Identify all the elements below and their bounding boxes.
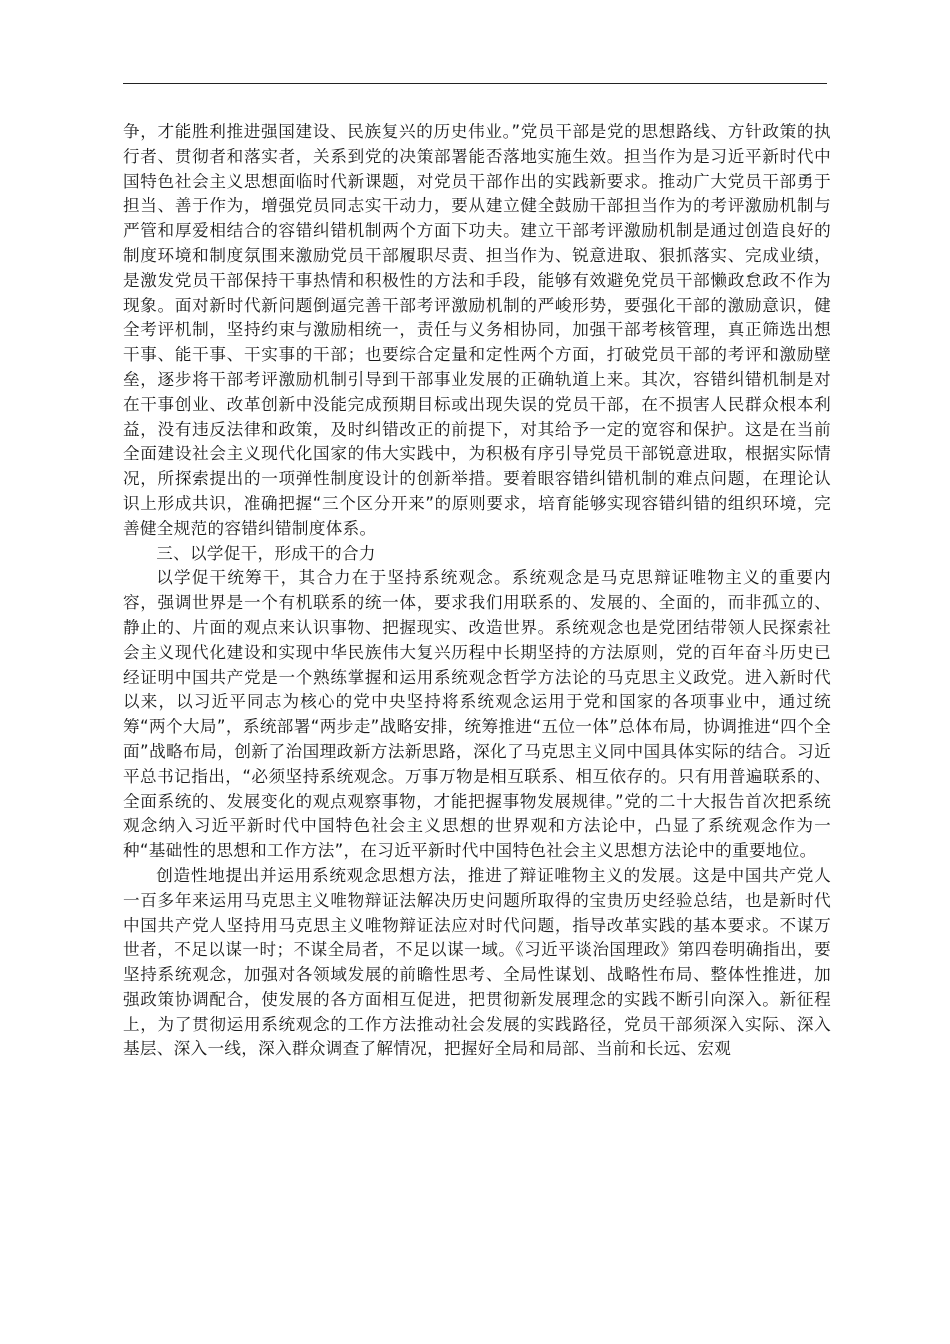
body-paragraph-1: 争，才能胜利推进强国建设、民族复兴的历史伟业。”党员干部是党的思想路线、方针政策的执行者、贯彻者和落实者，关系到党的决策部署能否落地实施生效。担当作为是习近平新时代中国特色社会主义思想面临时代新课题，对党员干部作出的实践新要求。推动广大党员干部勇于担当、善于作为，增强党员同志实干动力，要从建立健全鼓励干部担当作为的考评激励机制与严管和厚爱相结合的容错纠错机制两个方面下功夫。建立干部考评激励机制是通过创造良好的制度环境和制度氛围来激励党员干部履职尽责、担当作为、锐意进取、狠抓落实、完成业绩，是激发党员干部保持干事热情和积极性的方法和手段，能够有效避免党员干部懒政怠政不作为现象。面对新时代新问题倒逼完善干部考评激励机制的严峻形势，要强化干部的激励意识，健全考评机制，坚持约束与激励相统一，责任与义务相协同，加强干部考核管理，真正筛选出想干事、能干事、干实事的干部；也要综合定量和定性两个方面，打破党员干部的考评和激励壁垒，逐步将干部考评激励机制引导到干部事业发展的正确轨道上来。其次，容错纠错机制是对在干事创业、改革创新中没能完成预期目标或出现失误的党员干部，在不损害人民群众根本利益，没有违反法律和政策，及时纠错改正的前提下，对其给予一定的宽容和保护。这是在当前全面建设社会主义现代化国家的伟大实践中，为积极有序引导党员干部锐意进取，根据实际情况，所探索提出的一项弹性制度设计的创新举措。要着眼容错纠错机制的难点问题，在理论认识上形成共识，准确把握“三个区分开来”的原则要求，培育能够实现容错纠错的组织环境，完善健全规范的容错纠错制度体系。 xyxy=(123,122,831,538)
header-rule xyxy=(123,83,827,84)
document-body xyxy=(123,120,831,1062)
section-heading: 三、以学促干，形成干的合力 xyxy=(156,543,376,563)
body-paragraph-3: 创造性地提出并运用系统观念思想方法，推进了辩证唯物主义的发展。这是中国共产党人一百多年来运用马克思主义唯物辩证法解决历史问题所取得的宝贵历史经验总结，也是新时代中国共产党人坚持用马克思主义唯物辩证法应对时代问题，指导改革实践的基本要求。不谋万世者，不足以谋一时；不谋全局者，不足以谋一域。《习近平谈治国理政》第四卷明确指出，要坚持系统观念，加强对各领域发展的前瞻性思考、全局性谋划、战略性布局、整体性推进，加强政策协调配合，使发展的各方面相互促进，把贯彻新发展理念的实践不断引向深入。新征程上，为了贯彻运用系统观念的工作方法推动社会发展的实践路径，党员干部须深入实际、深入基层、深入一线，深入群众调查了解情况，把握好全局和局部、当前和长远、宏观 xyxy=(123,865,831,1059)
body-paragraph-2: 以学促干统筹干，其合力在于坚持系统观念。系统观念是马克思辩证唯物主义的重要内容，强调世界是一个有机联系的统一体，要求我们用联系的、发展的、全面的，而非孤立的、静止的、片面的观点来认识事物、把握现实、改造世界。系统观念也是党团结带领人民探索社会主义现代化建设和实现中华民族伟大复兴历程中长期坚持的方法原则，党的百年奋斗历史已经证明中国共产党是一个熟练掌握和运用系统观念哲学方法论的马克思主义政党。进入新时代以来，以习近平同志为核心的党中央坚持将系统观念运用于党和国家的各项事业中，通过统筹“两个大局”，系统部署“两步走”战略安排，统筹推进“五位一体”总体布局，协调推进“四个全面”战略布局，创新了治国理政新方法新思路，深化了马克思主义同中国具体实际的结合。习近平总书记指出，“必须坚持系统观念。万事万物是相互联系、相互依存的。只有用普遍联系的、全面系统的、发展变化的观点观察事物，才能把握事物发展规律。”党的二十大报告首次把系统观念纳入习近平新时代中国特色社会主义思想的世界观和方法论中，凸显了系统观念作为一种“基础性的思想和工作方法”，在习近平新时代中国特色社会主义思想方法论中的重要地位。 xyxy=(123,568,831,861)
